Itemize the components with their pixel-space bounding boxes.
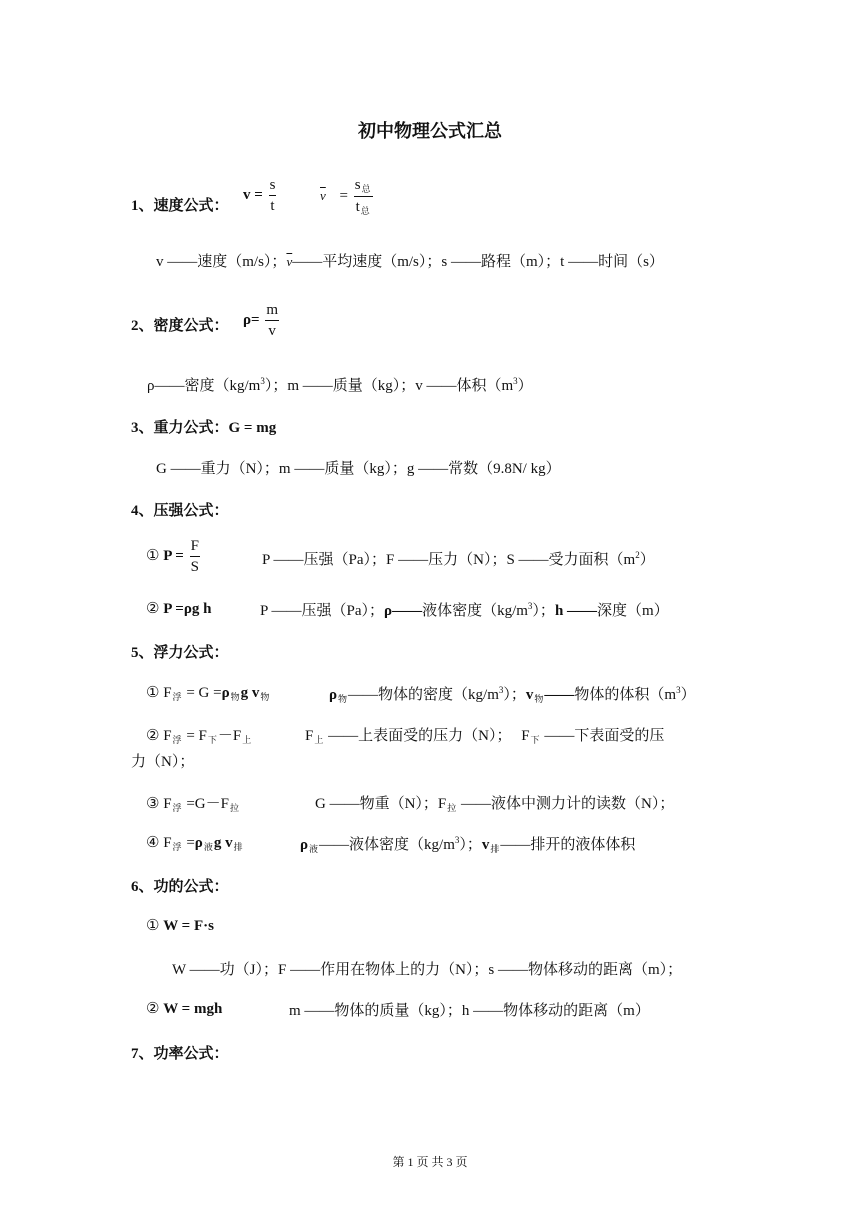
circled-number: ② <box>146 601 160 617</box>
pressure-desc-part: 深度（m） <box>597 603 669 619</box>
equation-part: = G = <box>186 685 222 701</box>
velocity-fraction <box>269 175 277 216</box>
subscript: 浮 <box>172 803 182 813</box>
equation-part: g v <box>240 685 260 701</box>
pressure-desc-part: ） <box>639 552 655 568</box>
h-symbol: h —— <box>554 603 598 619</box>
page-title: 初中物理公式汇总 <box>358 121 502 141</box>
superscript: 3 <box>454 835 460 845</box>
equation-part: =G－F <box>186 796 229 812</box>
rho-symbol: ρ <box>194 835 203 851</box>
superscript: 3 <box>260 376 265 386</box>
buoyancy-description-2-wrap: 力（N）； <box>131 754 195 770</box>
page-footer: 第 1 页 共 3 页 <box>392 1155 468 1169</box>
force-symbol: F <box>163 835 172 851</box>
average-velocity-fraction <box>354 175 373 218</box>
work-eq: W = F·s <box>163 918 214 934</box>
dash: —— <box>544 687 575 703</box>
work-description-2: m ——物体的质量（kg）；h ——物体移动的距离（m） <box>289 1003 650 1019</box>
desc-part: G ——物重（N）；F <box>315 796 447 812</box>
buoyancy-formula-2 <box>146 724 252 745</box>
desc-part: ）； <box>459 837 482 853</box>
velocity-desc-part: ——平均速度（m/s）；s ——路程（m）；t ——时间（s） <box>292 254 664 270</box>
subscript: 拉 <box>447 803 457 813</box>
total-subscript: 总 <box>361 184 371 194</box>
superscript: 3 <box>513 376 518 386</box>
density-desc-part: ） <box>517 378 533 394</box>
subscript: 上 <box>314 735 324 745</box>
rho-symbol: ρ <box>300 837 309 853</box>
circled-number: ③ <box>146 796 160 812</box>
velocity-numerator: s <box>269 175 277 196</box>
section-3-heading <box>131 416 276 437</box>
section-7-heading: 7、功率公式： <box>131 1046 229 1062</box>
total-distance-symbol: s <box>354 177 361 193</box>
pressure-fraction <box>190 536 200 577</box>
desc-part: ） <box>680 687 696 703</box>
subscript: 排 <box>233 842 243 852</box>
density-description <box>147 374 533 395</box>
rho-symbol: ρ—— <box>384 603 423 619</box>
desc-part: 物体的体积（m <box>574 687 677 703</box>
buoyancy-formula-1 <box>146 683 270 702</box>
total-time-symbol: t <box>355 199 360 215</box>
subscript: 下 <box>530 735 540 745</box>
average-velocity-equals: = <box>339 187 348 204</box>
average-velocity-symbol: $\overline{v}$ <box>320 187 326 203</box>
gravity-description: G ——重力（N）；m ——质量（kg）；g ——常数（9.8N/ kg） <box>156 461 561 477</box>
pressure-lhs: P = <box>163 547 184 564</box>
subscript: 下 <box>207 735 217 745</box>
circled-number: ④ <box>146 835 160 851</box>
v-symbol: v <box>525 687 534 703</box>
force-symbol: F <box>521 728 530 744</box>
pressure-desc-part: P ——压强（Pa）；F ——压力（N）；S ——受力面积（m <box>262 552 636 568</box>
force-symbol: F <box>163 685 172 701</box>
velocity-lhs: v = <box>243 186 263 203</box>
average-velocity-symbol: $\overline{v}$ <box>286 254 293 269</box>
pressure-description-1 <box>262 548 655 569</box>
gravity-formula: G = mg <box>228 420 277 436</box>
velocity-denominator: t <box>270 198 275 214</box>
rho-symbol: ρ <box>329 687 338 703</box>
velocity-desc-part: v ——速度（m/s）； <box>156 254 287 270</box>
pressure-description-2 <box>260 599 669 620</box>
pressure-numerator: F <box>190 536 200 557</box>
superscript: 3 <box>676 685 681 695</box>
desc-part: ——下表面受的压 <box>544 728 665 744</box>
average-velocity-formula <box>320 175 375 218</box>
buoyancy-description-1 <box>329 683 696 704</box>
buoyancy-description-3 <box>315 792 674 813</box>
desc-part: ——液体中测力计的读数（N）； <box>461 796 675 812</box>
superscript: 3 <box>498 685 504 695</box>
desc-part: ——液体密度（kg/m <box>319 837 455 853</box>
average-velocity-denominator <box>354 197 373 218</box>
superscript: 2 <box>635 550 640 560</box>
section-6-heading: 6、功的公式： <box>131 879 229 895</box>
equation-part: g v <box>213 835 233 851</box>
work-formula-2 <box>146 999 222 1018</box>
velocity-description <box>156 250 664 271</box>
desc-part: ——物体的密度（kg/m <box>348 687 499 703</box>
superscript: 3 <box>527 601 533 611</box>
subscript: 液 <box>203 842 213 852</box>
pressure-desc-part: P ——压强（Pa）； <box>260 603 385 619</box>
pressure-desc-part: 液体密度（kg/m <box>422 603 528 619</box>
subscript: 浮 <box>172 692 182 702</box>
subscript: 物 <box>230 692 240 702</box>
density-denominator: v <box>268 323 276 339</box>
buoyancy-formula-3 <box>146 792 240 813</box>
force-symbol: F <box>163 796 172 812</box>
pressure-desc-part: ）； <box>532 603 555 619</box>
desc-part: ——排开的液体体积 <box>500 837 636 853</box>
work-formula-1 <box>146 916 214 935</box>
pressure-denominator: S <box>190 559 199 575</box>
circled-number: ② <box>146 728 160 744</box>
equation-part: = <box>186 835 195 851</box>
buoyancy-description-2 <box>305 724 664 745</box>
equation-part: －F <box>217 728 242 744</box>
equation-part: = F <box>186 728 207 744</box>
density-numerator: m <box>265 300 279 321</box>
buoyancy-formula-4 <box>146 833 244 852</box>
average-velocity-numerator <box>354 175 373 197</box>
circled-number: ① <box>146 685 160 701</box>
subscript: 物 <box>338 694 348 704</box>
desc-part: ——上表面受的压力（N）； <box>328 728 512 744</box>
liquid-pressure-eq: P =ρg h <box>163 601 212 617</box>
total-subscript: 总 <box>360 206 370 216</box>
v-symbol: v <box>481 837 490 853</box>
pressure-formula-1 <box>146 536 202 577</box>
subscript: 物 <box>534 694 544 704</box>
density-formula <box>243 300 281 341</box>
subscript: 浮 <box>172 735 182 745</box>
subscript: 排 <box>490 844 500 854</box>
density-fraction <box>265 300 279 341</box>
pressure-formula-2 <box>146 599 211 618</box>
circled-number: ① <box>146 547 160 564</box>
subscript: 浮 <box>172 842 182 852</box>
section-3-title: 3、重力公式： <box>131 420 229 436</box>
subscript: 上 <box>242 735 252 745</box>
work-eq: W = mgh <box>163 1001 223 1017</box>
buoyancy-description-4 <box>300 833 635 854</box>
density-desc-part: ）；m ——质量（kg）；v ——体积（m <box>264 378 514 394</box>
section-5-heading: 5、浮力公式： <box>131 645 229 661</box>
density-lhs: ρ= <box>243 311 260 328</box>
section-4-heading: 4、压强公式： <box>131 503 229 519</box>
circled-number: ① <box>146 918 160 934</box>
work-description-1: W ——功（J）；F ——作用在物体上的力（N）；s ——物体移动的距离（m）； <box>172 962 683 978</box>
velocity-formula <box>243 175 278 216</box>
subscript: 拉 <box>229 803 239 813</box>
subscript: 液 <box>309 844 319 854</box>
section-2-heading: 2、密度公式： <box>131 318 229 334</box>
density-desc-part: ρ——密度（kg/m <box>147 378 261 394</box>
circled-number: ② <box>146 1001 160 1017</box>
section-1-heading: 1、速度公式： <box>131 198 229 214</box>
force-symbol: F <box>163 728 172 744</box>
subscript: 物 <box>260 692 270 702</box>
force-symbol: F <box>305 728 314 744</box>
desc-part: ）； <box>503 687 526 703</box>
rho-symbol: ρ <box>221 685 230 701</box>
